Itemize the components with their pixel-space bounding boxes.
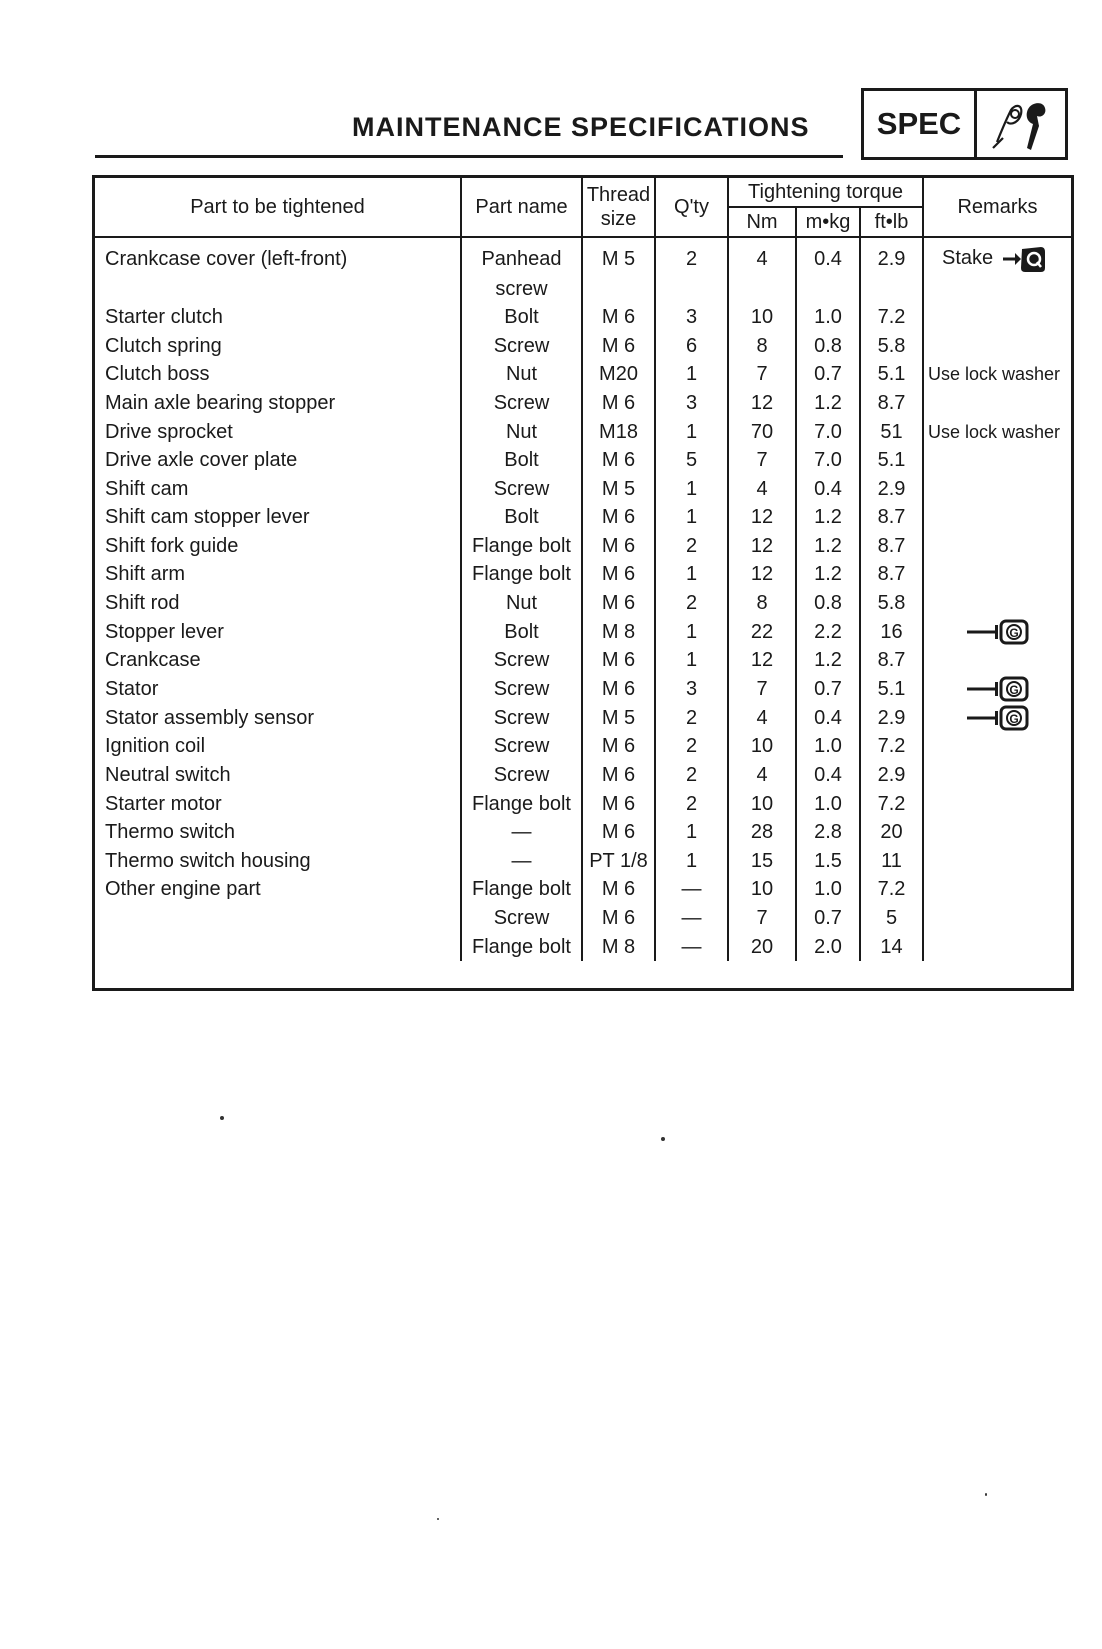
scan-speck: [220, 1116, 224, 1120]
cell-torque-ftlb: 2.9: [860, 761, 923, 790]
cell-torque-nm: 10: [728, 789, 796, 818]
cell-qty: 1: [655, 360, 728, 389]
cell-torque-ftlb: [860, 274, 923, 303]
cell-remarks: [923, 703, 1071, 732]
cell-torque-mkg: 0.4: [796, 761, 860, 790]
cell-thread-size: M 8: [582, 617, 655, 646]
cell-torque-nm: 10: [728, 732, 796, 761]
cell-torque-nm: 7: [728, 675, 796, 704]
cell-part-name: screw: [461, 274, 582, 303]
header-tightening-torque: Tightening torque: [728, 178, 923, 207]
cell-part-to-be-tightened: Shift fork guide: [105, 534, 239, 557]
cell-part-to-be-tightened: Shift cam: [105, 477, 189, 500]
locking-agent-icon: [965, 706, 1031, 728]
cell-remarks: [923, 474, 1071, 503]
cell-torque-mkg: [796, 274, 860, 303]
cell-remarks: [923, 360, 1071, 389]
cell-part-to-be-tightened: [95, 904, 461, 933]
cell-thread-size: M 6: [582, 589, 655, 618]
cell-torque-ftlb: 5.8: [860, 589, 923, 618]
cell-remarks: [923, 761, 1071, 790]
cell-qty: 1: [655, 503, 728, 532]
cell-remarks: [923, 904, 1071, 933]
cell-thread-size: M 6: [582, 675, 655, 704]
cell-thread-size: M 6: [582, 389, 655, 418]
cell-part-to-be-tightened: Stator: [105, 678, 159, 701]
cell-torque-ftlb: 7.2: [860, 303, 923, 332]
cell-torque-nm: 20: [728, 932, 796, 961]
cell-remarks: [923, 847, 1071, 876]
cell-qty: 1: [655, 617, 728, 646]
spec-badge: [861, 88, 1068, 160]
table-row: [95, 389, 1071, 418]
cell-torque-nm: 12: [728, 532, 796, 561]
cell-torque-mkg: 1.2: [796, 560, 860, 589]
cell-torque-mkg: 1.5: [796, 847, 860, 876]
remark-text: Use lock washer: [928, 421, 1061, 442]
cell-part-to-be-tightened: Stator assembly sensor: [105, 706, 314, 729]
table-row: [95, 932, 1071, 961]
cell-thread-size: M 6: [582, 875, 655, 904]
table-row: [95, 847, 1071, 876]
cell-thread-size: M 8: [582, 932, 655, 961]
table-row: [95, 904, 1071, 933]
cell-torque-mkg: 0.4: [796, 237, 860, 274]
header-thread-size: Thread size: [582, 178, 655, 237]
cell-torque-nm: 4: [728, 474, 796, 503]
header-part-to-be-tightened: Part to be tightened: [95, 178, 461, 237]
cell-torque-nm: 7: [728, 904, 796, 933]
cell-remarks: [923, 675, 1071, 704]
cell-part-name: Screw: [461, 732, 582, 761]
cell-thread-size: PT 1/8: [582, 847, 655, 876]
cell-part-to-be-tightened: [95, 274, 461, 303]
cell-qty: 2: [655, 589, 728, 618]
cell-torque-nm: 4: [728, 761, 796, 790]
cell-thread-size: M 6: [582, 560, 655, 589]
cell-thread-size: M 6: [582, 818, 655, 847]
cell-torque-mkg: 1.2: [796, 503, 860, 532]
cell-torque-nm: 12: [728, 646, 796, 675]
scan-speck: [661, 1137, 665, 1141]
scan-speck: [985, 1493, 987, 1496]
cell-part-name: Nut: [461, 360, 582, 389]
cell-qty: —: [655, 932, 728, 961]
svg-text:G: G: [1008, 712, 1019, 727]
cell-part-name: Bolt: [461, 503, 582, 532]
cell-part-to-be-tightened: Ignition coil: [105, 735, 206, 758]
cell-part-name: Screw: [461, 675, 582, 704]
cell-qty: 3: [655, 675, 728, 704]
cell-part-to-be-tightened: Crankcase: [105, 649, 201, 672]
cell-torque-mkg: 7.0: [796, 446, 860, 475]
cell-remarks: [923, 389, 1071, 418]
page-title: MAINTENANCE SPECIFICATIONS: [352, 112, 810, 142]
cell-part-name: Panhead: [461, 237, 582, 274]
stake-icon: [1001, 248, 1047, 268]
table-row: [95, 274, 1071, 303]
cell-thread-size: M 6: [582, 331, 655, 360]
table-row: [95, 237, 1071, 274]
cell-torque-mkg: 1.2: [796, 532, 860, 561]
cell-qty: 2: [655, 761, 728, 790]
cell-thread-size: M 6: [582, 303, 655, 332]
table-row: [95, 818, 1071, 847]
table-row: [95, 761, 1071, 790]
cell-remarks: [923, 589, 1071, 618]
torque-table: [92, 175, 1074, 991]
cell-torque-nm: 7: [728, 360, 796, 389]
cell-remarks: [923, 417, 1071, 446]
cell-part-name: Screw: [461, 904, 582, 933]
cell-qty: [655, 274, 728, 303]
scan-speck: [437, 1518, 439, 1520]
header-nm: Nm: [728, 207, 796, 237]
cell-torque-mkg: 1.0: [796, 303, 860, 332]
cell-torque-ftlb: 7.2: [860, 875, 923, 904]
cell-part-name: Bolt: [461, 617, 582, 646]
cell-torque-ftlb: 20: [860, 818, 923, 847]
cell-remarks: [923, 732, 1071, 761]
cell-qty: 3: [655, 389, 728, 418]
table-row: [95, 617, 1071, 646]
cell-part-name: Nut: [461, 589, 582, 618]
cell-torque-nm: 10: [728, 875, 796, 904]
cell-remarks: [923, 875, 1071, 904]
cell-torque-ftlb: 16: [860, 617, 923, 646]
cell-part-name: Flange bolt: [461, 789, 582, 818]
cell-remarks: [923, 617, 1071, 646]
cell-part-name: —: [461, 818, 582, 847]
cell-torque-mkg: 0.4: [796, 703, 860, 732]
cell-part-name: Bolt: [461, 446, 582, 475]
cell-torque-mkg: 2.0: [796, 932, 860, 961]
table-row: [95, 532, 1071, 561]
cell-part-name: Screw: [461, 474, 582, 503]
cell-torque-nm: 4: [728, 237, 796, 274]
header-mkg: m•kg: [796, 207, 860, 237]
spec-label: SPEC: [864, 91, 977, 157]
header-qty: Q'ty: [655, 178, 728, 237]
cell-part-to-be-tightened: Shift arm: [105, 563, 186, 586]
cell-part-to-be-tightened: Neutral switch: [105, 764, 231, 787]
cell-thread-size: M 5: [582, 237, 655, 274]
cell-part-name: Flange bolt: [461, 932, 582, 961]
cell-part-name: —: [461, 847, 582, 876]
cell-torque-mkg: 1.2: [796, 646, 860, 675]
remark-text: Use lock washer: [928, 364, 1061, 385]
table-row: [95, 360, 1071, 389]
cell-part-name: Flange bolt: [461, 875, 582, 904]
cell-thread-size: [582, 274, 655, 303]
cell-qty: —: [655, 904, 728, 933]
cell-torque-mkg: 7.0: [796, 417, 860, 446]
cell-torque-nm: 4: [728, 703, 796, 732]
cell-torque-ftlb: 5.1: [860, 446, 923, 475]
cell-remarks: [923, 789, 1071, 818]
table-row: [95, 732, 1071, 761]
cell-remarks: [923, 818, 1071, 847]
cell-torque-nm: 7: [728, 446, 796, 475]
cell-remarks: [923, 274, 1071, 303]
cell-part-to-be-tightened: Drive sprocket: [105, 420, 233, 443]
cell-qty: 3: [655, 303, 728, 332]
cell-part-to-be-tightened: Clutch boss: [105, 363, 210, 386]
cell-qty: 1: [655, 847, 728, 876]
header-part-name: Part name: [461, 178, 582, 237]
cell-remarks: [923, 446, 1071, 475]
header-ftlb: ft•lb: [860, 207, 923, 237]
cell-thread-size: M 6: [582, 503, 655, 532]
cell-torque-ftlb: 14: [860, 932, 923, 961]
cell-torque-mkg: 0.4: [796, 474, 860, 503]
cell-torque-mkg: 0.7: [796, 675, 860, 704]
cell-part-to-be-tightened: Starter clutch: [105, 306, 223, 329]
cell-qty: 1: [655, 646, 728, 675]
cell-qty: 2: [655, 789, 728, 818]
table-row: [95, 331, 1071, 360]
cell-thread-size: M 6: [582, 446, 655, 475]
cell-part-to-be-tightened: Shift rod: [105, 592, 180, 615]
cell-part-name: Screw: [461, 389, 582, 418]
table-row: [95, 446, 1071, 475]
cell-torque-ftlb: 8.7: [860, 503, 923, 532]
title-underline: [95, 155, 843, 158]
locking-agent-icon: [965, 678, 1031, 700]
cell-thread-size: M 5: [582, 474, 655, 503]
remark-text: Stake: [942, 247, 994, 269]
table-row: [95, 303, 1071, 332]
cell-qty: 1: [655, 417, 728, 446]
cell-torque-ftlb: 2.9: [860, 474, 923, 503]
table-body: [95, 237, 1071, 961]
table-row: [95, 789, 1071, 818]
cell-qty: 1: [655, 818, 728, 847]
cell-torque-ftlb: 8.7: [860, 389, 923, 418]
cell-torque-ftlb: 51: [860, 417, 923, 446]
cell-part-name: Screw: [461, 761, 582, 790]
cell-torque-nm: 70: [728, 417, 796, 446]
cell-thread-size: M 6: [582, 646, 655, 675]
cell-part-to-be-tightened: Crankcase cover (left-front): [105, 248, 348, 271]
cell-part-to-be-tightened: Other engine part: [105, 878, 261, 901]
cell-torque-mkg: 0.7: [796, 904, 860, 933]
cell-remarks: [923, 237, 1071, 274]
cell-part-to-be-tightened: Drive axle cover plate: [105, 449, 298, 472]
cell-qty: 2: [655, 732, 728, 761]
cell-torque-nm: 8: [728, 331, 796, 360]
cell-torque-ftlb: 5: [860, 904, 923, 933]
cell-qty: 6: [655, 331, 728, 360]
cell-torque-mkg: 2.2: [796, 617, 860, 646]
cell-part-to-be-tightened: Thermo switch: [105, 821, 236, 844]
cell-torque-nm: 8: [728, 589, 796, 618]
table-row: [95, 474, 1071, 503]
cell-torque-ftlb: 7.2: [860, 789, 923, 818]
cell-part-name: Screw: [461, 331, 582, 360]
cell-remarks: [923, 503, 1071, 532]
cell-torque-nm: 12: [728, 560, 796, 589]
cell-thread-size: M 6: [582, 761, 655, 790]
cell-thread-size: M18: [582, 417, 655, 446]
cell-torque-ftlb: 2.9: [860, 703, 923, 732]
cell-torque-ftlb: 8.7: [860, 532, 923, 561]
cell-torque-ftlb: 2.9: [860, 237, 923, 274]
cell-torque-mkg: 0.8: [796, 331, 860, 360]
cell-thread-size: M 6: [582, 789, 655, 818]
cell-torque-ftlb: 8.7: [860, 560, 923, 589]
locking-agent-icon: [965, 620, 1031, 642]
cell-qty: 2: [655, 237, 728, 274]
cell-remarks: [923, 331, 1071, 360]
cell-torque-mkg: 1.0: [796, 875, 860, 904]
cell-part-name: Nut: [461, 417, 582, 446]
table-row: [95, 646, 1071, 675]
cell-part-to-be-tightened: Main axle bearing stopper: [105, 391, 336, 414]
cell-torque-ftlb: 8.7: [860, 646, 923, 675]
cell-part-to-be-tightened: [95, 932, 461, 961]
cell-qty: 1: [655, 474, 728, 503]
table-row: [95, 675, 1071, 704]
cell-remarks: [923, 932, 1071, 961]
cell-part-to-be-tightened: Clutch spring: [105, 334, 222, 357]
table-row: [95, 560, 1071, 589]
cell-part-name: Screw: [461, 646, 582, 675]
caliper-wrench-icon: [977, 91, 1065, 157]
cell-part-to-be-tightened: Shift cam stopper lever: [105, 506, 310, 529]
cell-torque-ftlb: 5.8: [860, 331, 923, 360]
cell-part-to-be-tightened: Starter motor: [105, 792, 222, 815]
cell-torque-mkg: 1.0: [796, 789, 860, 818]
cell-qty: —: [655, 875, 728, 904]
table-row: [95, 503, 1071, 532]
cell-thread-size: M 5: [582, 703, 655, 732]
cell-torque-ftlb: 11: [860, 847, 923, 876]
cell-torque-nm: 10: [728, 303, 796, 332]
cell-part-name: Flange bolt: [461, 560, 582, 589]
cell-remarks: [923, 303, 1071, 332]
cell-torque-mkg: 2.8: [796, 818, 860, 847]
table-row: [95, 875, 1071, 904]
cell-thread-size: M 6: [582, 532, 655, 561]
cell-torque-mkg: 1.2: [796, 389, 860, 418]
table-row: [95, 417, 1071, 446]
cell-part-to-be-tightened: Thermo switch housing: [105, 849, 311, 872]
header-remarks: Remarks: [923, 178, 1071, 237]
cell-remarks: [923, 646, 1071, 675]
cell-part-to-be-tightened: Stopper lever: [105, 620, 224, 643]
table-row: [95, 703, 1071, 732]
cell-torque-ftlb: 5.1: [860, 360, 923, 389]
cell-torque-mkg: 0.7: [796, 360, 860, 389]
cell-part-name: Screw: [461, 703, 582, 732]
cell-thread-size: M 6: [582, 904, 655, 933]
cell-thread-size: M20: [582, 360, 655, 389]
cell-torque-nm: 12: [728, 389, 796, 418]
cell-part-name: Bolt: [461, 303, 582, 332]
cell-torque-nm: 12: [728, 503, 796, 532]
cell-torque-mkg: 1.0: [796, 732, 860, 761]
cell-torque-nm: 22: [728, 617, 796, 646]
cell-remarks: [923, 532, 1071, 561]
cell-torque-nm: [728, 274, 796, 303]
svg-text:G: G: [1008, 683, 1019, 698]
cell-qty: 2: [655, 703, 728, 732]
cell-qty: 2: [655, 532, 728, 561]
cell-torque-mkg: 0.8: [796, 589, 860, 618]
cell-torque-nm: 28: [728, 818, 796, 847]
cell-part-name: Flange bolt: [461, 532, 582, 561]
cell-torque-ftlb: 7.2: [860, 732, 923, 761]
svg-text:G: G: [1008, 626, 1019, 641]
cell-torque-nm: 15: [728, 847, 796, 876]
cell-thread-size: M 6: [582, 732, 655, 761]
cell-qty: 5: [655, 446, 728, 475]
cell-qty: 1: [655, 560, 728, 589]
cell-remarks: [923, 560, 1071, 589]
cell-torque-ftlb: 5.1: [860, 675, 923, 704]
table-row: [95, 589, 1071, 618]
